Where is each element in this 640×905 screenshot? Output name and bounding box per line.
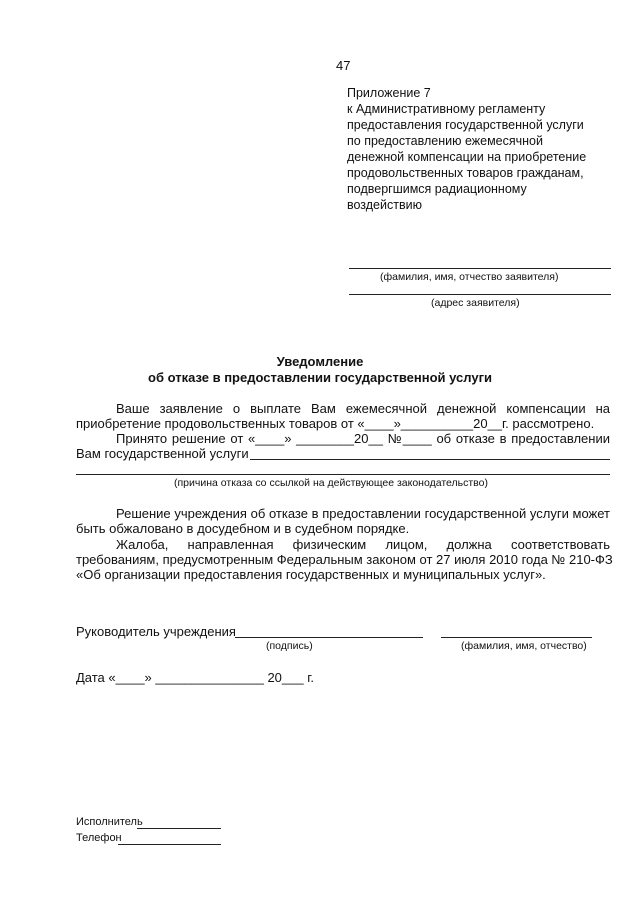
refusal-reason-line bbox=[250, 459, 610, 460]
appendix-line: денежной компенсации на приобретение bbox=[347, 150, 587, 164]
paragraph-4-line-1: Жалоба, направленная физическим лицом, должна соответствовать bbox=[116, 537, 610, 552]
paragraph-1-line-2: приобретение продовольственных товаров от «____»__________20__г. рассмотрено. bbox=[76, 416, 595, 431]
paragraph-3-line-2: быть обжаловано в досудебном и в судебном порядке. bbox=[76, 521, 410, 536]
notice-subtitle: об отказе в предоставлении государственной услуги bbox=[148, 370, 492, 385]
paragraph-2-line-1: Принято решение от «____» ________20__ №____ об отказе в предоставлении bbox=[116, 431, 610, 446]
refusal-reason-caption: (причина отказа со ссылкой на действующее законодательство) bbox=[174, 477, 488, 489]
paragraph-1-line-1: Ваше заявление о выплате Вам ежемесячной денежной компенсации на bbox=[116, 401, 610, 416]
applicant-name-caption: (фамилия, имя, отчество заявителя) bbox=[380, 271, 559, 283]
date-line: Дата «____» _______________ 20___ г. bbox=[76, 670, 314, 685]
applicant-address-caption: (адрес заявителя) bbox=[431, 297, 520, 309]
director-label: Руководитель учреждения bbox=[76, 624, 236, 639]
executor-line bbox=[137, 828, 221, 829]
signature-caption: (подпись) bbox=[266, 640, 313, 652]
paragraph-2-line-2: Вам государственной услуги bbox=[76, 446, 249, 461]
appendix-line: к Административному регламенту bbox=[347, 102, 546, 116]
page-number: 47 bbox=[336, 58, 351, 73]
paragraph-4-line-2: требованиям, предусмотренным Федеральным законом от 27 июля 2010 года № 210-ФЗ bbox=[76, 552, 613, 567]
director-name-caption: (фамилия, имя, отчество) bbox=[461, 640, 587, 652]
signature-line bbox=[235, 637, 423, 638]
phone-line bbox=[118, 844, 221, 845]
appendix-line: по предоставлению ежемесячной bbox=[347, 134, 543, 148]
executor-label: Исполнитель bbox=[76, 816, 143, 828]
notice-title: Уведомление bbox=[276, 354, 364, 369]
paragraph-4-line-3: «Об организации предоставления государственных и муниципальных услуг». bbox=[76, 567, 546, 582]
appendix-line: продовольственных товаров гражданам, bbox=[347, 166, 584, 180]
appendix-line: Приложение 7 bbox=[347, 86, 431, 100]
paragraph-3-line-1: Решение учреждения об отказе в предоставлении государственной услуги может bbox=[116, 506, 610, 521]
appendix-line: воздействию bbox=[347, 198, 422, 212]
appendix-line: предоставления государственной услуги bbox=[347, 118, 584, 132]
director-name-line bbox=[441, 637, 592, 638]
appendix-header bbox=[347, 85, 586, 213]
applicant-address-line bbox=[349, 294, 611, 295]
phone-label: Телефон bbox=[76, 832, 122, 844]
appendix-line: подвергшимся радиационному bbox=[347, 182, 527, 196]
applicant-name-line bbox=[349, 268, 611, 269]
refusal-reason-line-2 bbox=[76, 474, 610, 475]
